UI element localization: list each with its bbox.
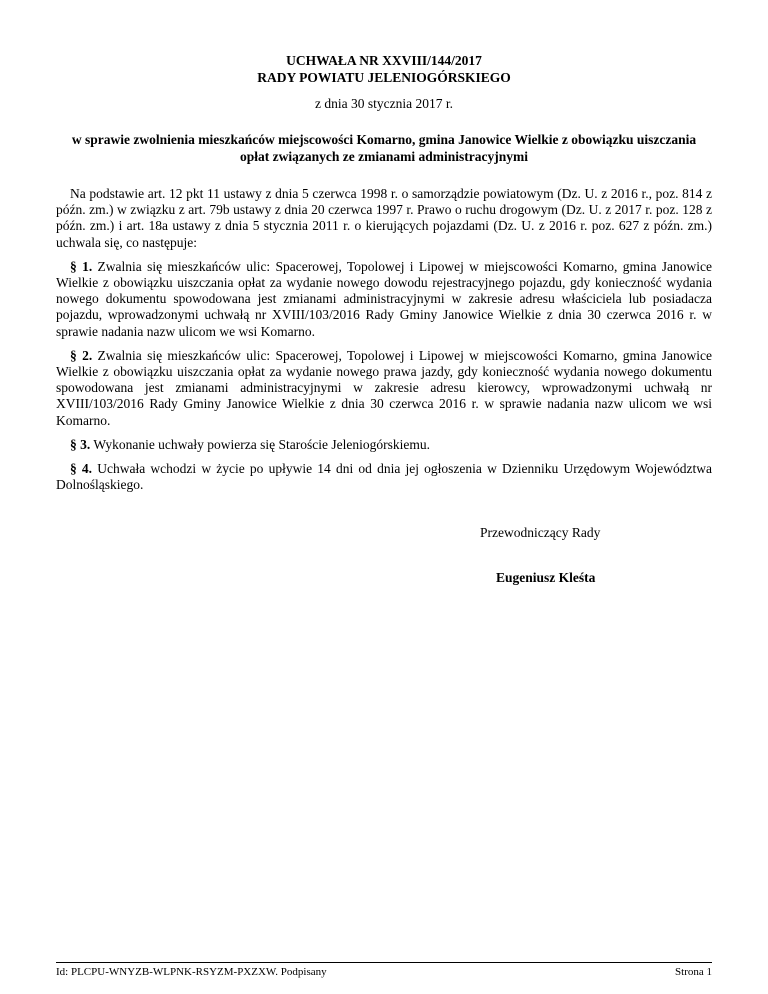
resolution-subject: w sprawie zwolnienia mieszkańców miejscowości Komarno, gmina Janowice Wielkie z obowiązku uiszczania opłat związanych ze zmianami administracyjnymi (71, 132, 697, 164)
section-1-text: Zwalnia się mieszkańców ulic: Spacerowej, Topolowej i Lipowej w miejscowości Komarno, gmina Janowice Wielkie z obowiązku uiszczania opłat za wydanie nowego dowodu rejestracyjnego pojazdu, gdy konieczność wydania nowego dokumentu spowodowana jest zmianami administracyjnymi w zakresie adresu właściciela lub posiadacza pojazdu, wprowadzonymi uchwałą nr XVIII/103/2016 Rady Gminy Janowice Wielkie z dnia 30 czerwca 2016 r. w sprawie nadania nazw ulicom we wsi Komarno. (56, 258, 713, 339)
footer-document-id: Id: PLCPU-WNYZB-WLPNK-RSYZM-PXZXW. Podpisany (56, 966, 327, 978)
signature-role: Przewodniczący Rady (480, 525, 601, 540)
resolution-number: UCHWAŁA NR XXVIII/144/2017 (286, 53, 482, 68)
section-2-text: Zwalnia się mieszkańców ulic: Spacerowej, Topolowej i Lipowej w miejscowości Komarno, gmina Janowice Wielkie z obowiązku uiszczania opłat za wydanie nowego prawa jazdy, gdy konieczność wydania nowego dokumentu spowodowana jest zmianami administracyjnymi w zakresie adresu kierowcy, wprowadzonymi uchwałą nr XVIII/103/2016 Rady Gminy Janowice Wielkie z dnia 30 czerwca 2016 r. w sprawie nadania nazw ulicom we wsi Komarno. (56, 347, 713, 428)
section-2 (56, 348, 712, 429)
footer-divider (56, 962, 712, 963)
section-1 (56, 259, 712, 340)
section-3 (56, 437, 712, 453)
council-name: RADY POWIATU JELENIOGÓRSKIEGO (257, 70, 511, 85)
signature-name: Eugeniusz Kleśta (496, 570, 596, 585)
section-4-label: § 4. (70, 461, 93, 477)
section-2-label: § 2. (70, 347, 93, 363)
section-4-text: Uchwała wchodzi w życie po upływie 14 dni od dnia jej ogłoszenia w Dzienniku Urzędowym Województwa Dolnośląskiego. (56, 461, 712, 493)
document-body (56, 186, 712, 501)
section-3-text: Wykonanie uchwały powierza się Staroście Jeleniogórskiemu. (93, 436, 430, 452)
section-4 (56, 461, 712, 493)
resolution-date: z dnia 30 stycznia 2017 r. (315, 96, 453, 111)
section-3-label: § 3. (70, 436, 91, 452)
section-1-label: § 1. (70, 258, 93, 274)
legal-basis-paragraph: Na podstawie art. 12 pkt 11 ustawy z dnia 5 czerwca 1998 r. o samorządzie powiatowym (Dz. U. z 2016 r., poz. 814 z późn. zm.) w związku z art. 79b ustawy z dnia 20 czerwca 1997 r. Prawo o ruchu drogowym (Dz. U. z 2017 r. poz. 128 z późn. zm.) i art. 18a ustawy z dnia 5 stycznia 2011 r. o kierujących pojazdami (Dz. U. z 2016 r. poz. 627 z późn. zm.) uchwala się, co następuje: (56, 186, 712, 250)
footer-page-number: Strona 1 (675, 966, 712, 978)
